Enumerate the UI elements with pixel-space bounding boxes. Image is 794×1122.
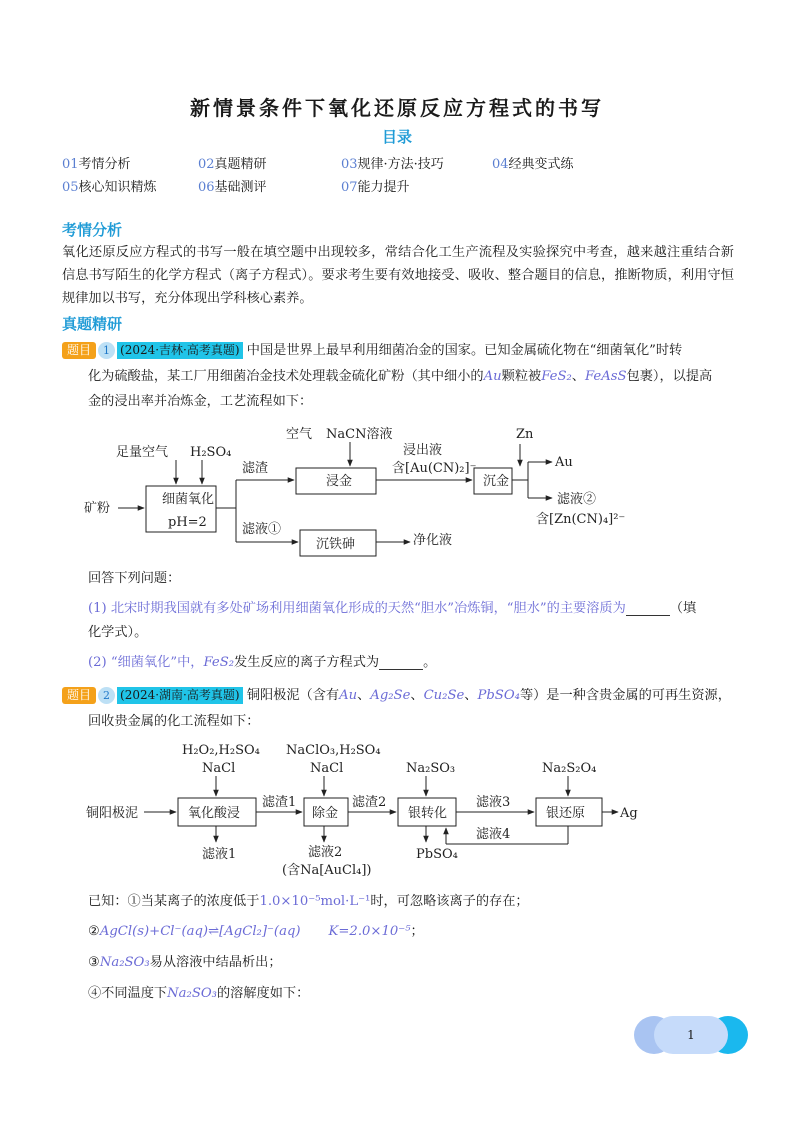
q2-known-2: ②AgCl(s)+Cl⁻(aq)⇌[AgCl₂]⁻(aq) K=2.0×10⁻⁵；	[88, 924, 424, 939]
flow-start-material: 铜阳极泥	[86, 806, 139, 821]
flow-box4-label: 银还原	[546, 806, 586, 821]
flow-pbso4: PbSO₄	[416, 847, 458, 862]
flow-filtrate4: 滤液4	[476, 827, 511, 842]
flow-fe-as-label: 沉铁砷	[316, 537, 356, 552]
q1-answer-intro: 回答下列问题：	[88, 571, 181, 586]
toc-item-05[interactable]: 05核心知识精炼	[62, 180, 157, 195]
q1-line3: 金的浸出率并冶炼金，工艺流程如下：	[88, 394, 313, 409]
flow-box1-label: 氧化酸浸	[188, 806, 241, 821]
q2-line2: 回收贵金属的化工流程如下：	[88, 714, 260, 729]
flow-ph-label: pH=2	[168, 515, 207, 530]
flow-filtrate3: 滤液3	[476, 795, 511, 810]
flow-h2so4-reagent: H₂SO₄	[190, 445, 232, 460]
flow-residue-label: 滤渣	[242, 461, 269, 476]
question-source: (2024·吉林·高考真题)	[117, 342, 243, 359]
q2-known-4: ④不同温度下Na₂SO₃的溶解度如下：	[88, 986, 310, 1001]
flow-filtrate2-note: (含Na[AuCl₄])	[282, 863, 372, 878]
q1-sub1-cont: 化学式）。	[88, 625, 148, 640]
flow-gold-precip-label: 沉金	[483, 474, 510, 489]
flowchart-silver	[84, 738, 664, 878]
flow-zn-complex: 含[Zn(CN)₄]²⁻	[536, 512, 626, 527]
flow-nacn-reagent: NaCN溶液	[326, 427, 393, 442]
q1-header: 题目 1 (2024·吉林·高考真题) 中国是世界上最早利用细菌冶金的国家。已知金属硫化物在“细菌氧化”时转	[62, 340, 682, 362]
flow-reagent-2b: NaCl	[310, 761, 344, 776]
flowchart-gold	[80, 420, 640, 560]
flow-residue2: 滤渣2	[352, 795, 387, 810]
flow-au-product: Au	[555, 455, 573, 470]
toc-item-01[interactable]: 01考情分析	[62, 157, 131, 172]
toc-item-03[interactable]: 03规律·方法·技巧	[341, 157, 444, 172]
question-number: 2	[98, 687, 115, 704]
flow-air-reagent: 足量空气	[116, 445, 169, 460]
flow-box3-label: 银转化	[408, 806, 448, 821]
flow-zn-reagent: Zn	[516, 427, 534, 442]
flow-ag-product: Ag	[620, 806, 638, 821]
toc-item-02[interactable]: 02真题精研	[198, 157, 267, 172]
flow-ore-powder: 矿粉	[84, 501, 111, 516]
flow-reagent-1a: H₂O₂,H₂SO₄	[182, 743, 260, 758]
question-tag: 题目	[62, 687, 96, 704]
flow-box2-label: 除金	[312, 806, 339, 821]
kaoqing-text: 氧化还原反应方程式的书写一般在填空题中出现较多，常结合化工生产流程及实验探究中考查，越来越注重结合新信息书写陌生的化学方程式（离子方程式）。要求考生要有效地接受、吸收、整合题目的信息，推断物质，利用守恒规律加以书写，充分体现出学科核心素养。	[62, 245, 734, 306]
question-tag: 题目	[62, 342, 96, 359]
section-heading-kaoqing: 考情分析	[62, 221, 123, 239]
flow-leach-label: 浸金	[326, 474, 353, 489]
q1-sub2: (2) “细菌氧化”中，FeS₂发生反应的离子方程式为 。	[88, 655, 437, 670]
answer-blank-1[interactable]	[626, 602, 670, 616]
question-source: (2024·湖南·高考真题)	[117, 687, 243, 704]
flow-reagent-4: Na₂S₂O₄	[542, 761, 597, 776]
q1-sub1: (1) 北宋时期我国就有多处矿场利用细菌氧化形成的天然“胆水”冶炼铜，“胆水”的主要溶质为 （填	[88, 601, 697, 616]
q2-known-3: ③Na₂SO₃易从溶液中结晶析出；	[88, 955, 282, 970]
flow-residue1: 滤渣1	[262, 795, 297, 810]
page-number: 1	[654, 1016, 728, 1054]
q2-known-1: 已知：①当某离子的浓度低于1.0×10⁻⁵mol·L⁻¹时，可忽略该离子的存在；	[88, 894, 529, 909]
flow-bacteria-label: 细菌氧化	[162, 492, 215, 507]
flow-filtrate1: 滤液1	[202, 847, 237, 862]
question-number: 1	[98, 342, 115, 359]
flow-reagent-1b: NaCl	[202, 761, 236, 776]
flow-reagent-3: Na₂SO₃	[406, 761, 456, 776]
flow-reagent-2a: NaClO₃,H₂SO₄	[286, 743, 381, 758]
section-heading-zhenti: 真题精研	[62, 315, 123, 333]
flow-filtrate2-label: 滤液②	[557, 492, 597, 507]
answer-blank-2[interactable]	[379, 656, 423, 670]
flow-leachate-label: 浸出液	[403, 443, 443, 458]
flow-clean-liquid: 净化液	[413, 533, 453, 548]
toc-heading: 目录	[381, 128, 412, 146]
toc-item-04[interactable]: 04经典变式练	[492, 157, 574, 172]
flow-filtrate2: 滤液2	[308, 845, 343, 860]
page-title: 新情景条件下氧化还原反应方程式的书写	[190, 96, 604, 120]
toc-item-07[interactable]: 07能力提升	[341, 180, 410, 195]
flow-filtrate1-label: 滤液①	[242, 522, 282, 537]
toc-item-06[interactable]: 06基础测评	[198, 180, 267, 195]
flow-au-complex: 含[Au(CN)₂]⁻	[392, 461, 477, 476]
q2-header: 题目 2 (2024·湖南·高考真题) 铜阳极泥（含有Au、Ag₂Se、Cu₂Se、PbSO₄等）是一种含贵金属的可再生资源，	[62, 685, 731, 707]
flow-air2-reagent: 空气	[286, 427, 313, 442]
q1-line2: 化为硫酸盐，某工厂用细菌冶金技术处理载金硫化矿粉（其中细小的Au颗粒被FeS₂、FeAsS包裹），以提高	[88, 369, 713, 384]
